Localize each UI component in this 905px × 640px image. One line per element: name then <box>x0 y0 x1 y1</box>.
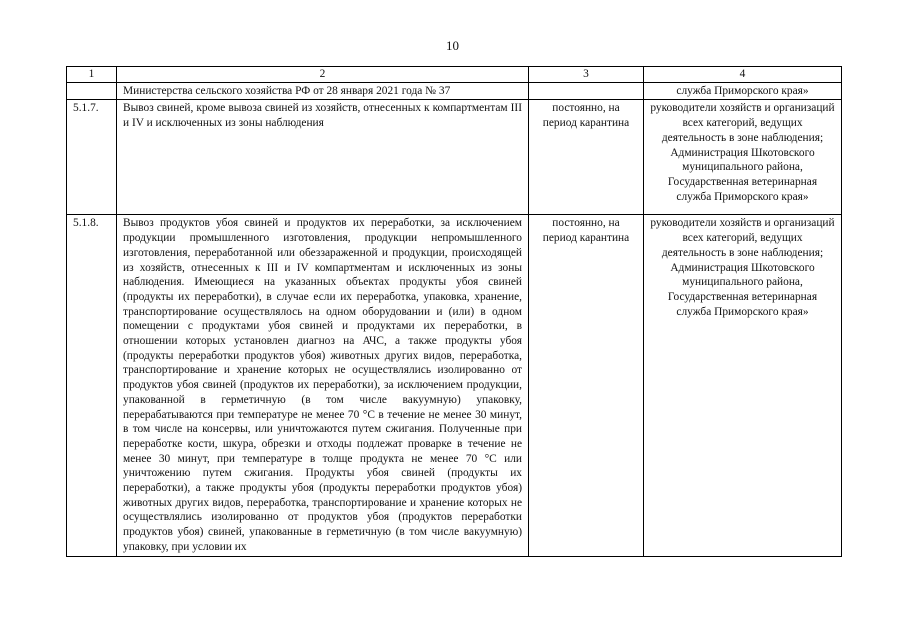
table-row <box>67 100 842 215</box>
row-responsible-cell <box>644 100 842 215</box>
row-timing-cell: постоянно, на период карантина <box>529 215 644 556</box>
continuation-measure-cell: Министерства сельского хозяйства РФ от 28 января 2021 года № 37 <box>117 82 529 100</box>
row-number-cell: 5.1.7. <box>67 100 117 215</box>
table-row <box>67 215 842 556</box>
row-timing-cell: постоянно, на период карантина <box>529 100 644 215</box>
header-cell-4: 4 <box>644 67 842 83</box>
responsible-line-heads: руководители хозяйств и организаций всех категорий, ведущих деятельность в зоне наблюдения; <box>650 102 835 144</box>
row-measure-cell: Вывоз продуктов убоя свиней и продуктов их переработки, за исключением продукции промышленного изготовления, продукции непромышленного изготовления, переработанной или обеззараженной и продукции, происходящей из хозяйств, отнесенных к III и IV компартментам и исключенных из зоны наблюдения. Имеющиеся на указанных объектах продукты убоя свиней (продукты их переработки), в случае если их переработка, упаковка, хранение, транспортирование осуществлялось на одном оборудовании и (или) в одном помещении с продуктами убоя свиней и продуктами их переработки, в отношении которых установлен диагноз на АЧС, а также продукты убоя (продукты переработки продуктов убоя) животных других видов, переработка, транспортирование и хранение которых не осуществлялись изолированно от продуктов убоя свиней (продуктов их переработки), за исключением продукции, упакованной в герметичную (в том числе вакуумную) упаковку, перерабатываются при температуре не менее 70 °С в течение не менее 30 минут, в том числе на консервы, или уничтожаются путем сжигания. Полученные при переработке кости, шкура, обрезки и отходы подлежат проварке в течение не менее 30 минут, при температуре в толще продукта не менее 70 °С или уничтожению путем сжигания. Продукты убоя свиней (продукты их переработки), а также продукты убоя (продукты переработки продуктов убоя) животных других видов, переработка, транспортирование и хранение которых не осуществлялись изолированно от продуктов убоя (продуктов переработки продуктов убоя) свиней, упакованные в герметичную (в том числе вакуумную) упаковку, при условии их <box>117 215 529 556</box>
continuation-number-cell <box>67 82 117 100</box>
continuation-timing-cell <box>529 82 644 100</box>
continuation-responsible-cell: служба Приморского края» <box>644 82 842 100</box>
row-number-cell: 5.1.8. <box>67 215 117 556</box>
responsible-line-administration: Администрация Шкотовского муниципального района, <box>670 261 815 289</box>
header-cell-3: 3 <box>529 67 644 83</box>
responsible-line-vet-service: Государственная ветеринарная служба Приморского края» <box>667 290 818 318</box>
row-measure-cell: Вывоз свиней, кроме вывоза свиней из хозяйств, отнесенных к компартментам III и IV и исключенных из зоны наблюдения <box>117 100 529 215</box>
header-cell-1: 1 <box>67 67 117 83</box>
header-cell-2: 2 <box>117 67 529 83</box>
row-responsible-cell <box>644 215 842 556</box>
responsible-line-vet-service: Государственная ветеринарная служба Приморского края» <box>667 175 818 203</box>
responsible-line-administration: Администрация Шкотовского муниципального района, <box>670 146 815 174</box>
measures-table <box>66 66 842 557</box>
table-header-row <box>67 67 842 83</box>
continuation-row <box>67 82 842 100</box>
page-number: 10 <box>446 38 459 53</box>
responsible-line-heads: руководители хозяйств и организаций всех категорий, ведущих деятельность в зоне наблюдения; <box>650 217 835 259</box>
